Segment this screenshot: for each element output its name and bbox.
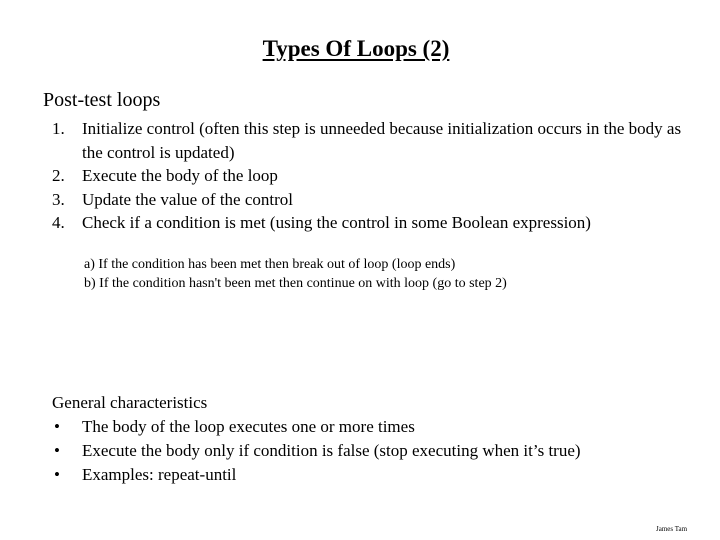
substep-item: b) If the condition hasn't been met then continue on with loop (go to step 2) [84, 276, 507, 291]
author-credit: James Tam [656, 525, 688, 533]
step-number: 1. [52, 119, 65, 138]
characteristic-item [52, 463, 692, 487]
characteristic-item [52, 439, 692, 463]
post-test-heading: Post-test loops [43, 89, 161, 111]
characteristic-item [52, 415, 692, 439]
step-number: 4. [52, 213, 65, 232]
step-item [52, 211, 682, 235]
step-text: Check if a condition is met (using the control in some Boolean expression) [82, 213, 591, 232]
substep-item: a) If the condition has been met then break out of loop (loop ends) [84, 257, 456, 272]
step-number: 2. [52, 166, 65, 185]
general-characteristics [52, 391, 692, 487]
bullet-icon: • [54, 417, 60, 436]
steps-list [52, 117, 682, 235]
slide-title: Types Of Loops (2) [262, 36, 450, 61]
step-item [52, 117, 682, 164]
characteristic-text: The body of the loop executes one or more times [82, 417, 415, 436]
characteristic-text: Execute the body only if condition is false (stop executing when it’s true) [82, 441, 581, 460]
general-heading: General characteristics [52, 393, 208, 412]
step-text: Update the value of the control [82, 189, 294, 209]
substeps-list [84, 255, 684, 293]
characteristics-list [52, 415, 692, 487]
step-text: Initialize control (often this step is unneeded because initialization occurs in the body as the control is updated) [82, 119, 682, 162]
step-item [52, 188, 682, 212]
characteristic-text: Examples: repeat-until [82, 465, 237, 484]
bullet-icon: • [54, 465, 60, 484]
bullet-icon: • [54, 441, 60, 460]
step-item [52, 164, 682, 188]
step-text: Execute the body of the loop [82, 166, 278, 185]
step-number: 3. [52, 189, 65, 209]
